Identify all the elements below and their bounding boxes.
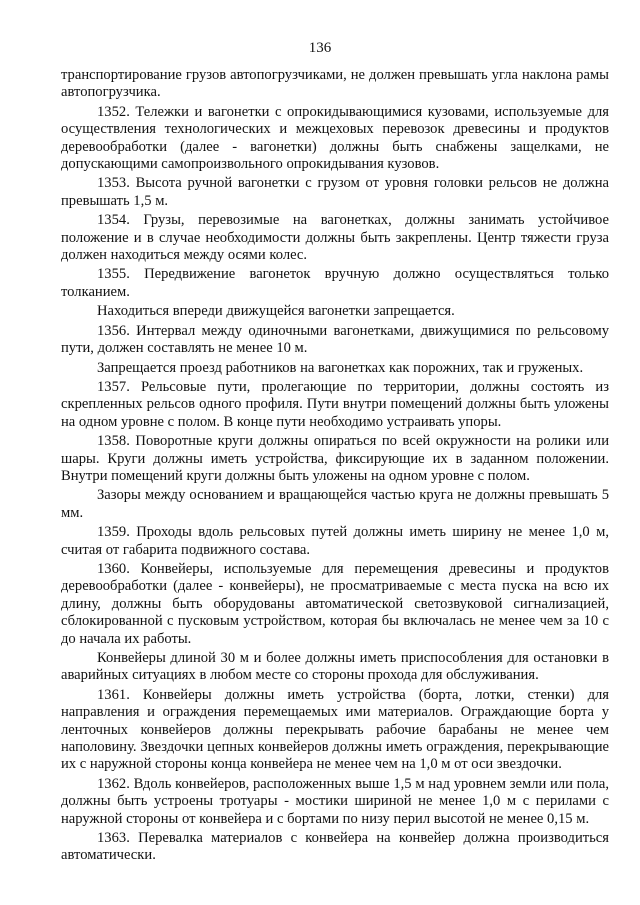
paragraph-1353: 1353. Высота ручной вагонетки с грузом от уровня головки рельсов не должна превышать 1,5 м. bbox=[61, 175, 609, 209]
paragraph-1356-note: Запрещается проезд работников на вагонетках как порожних, так и груженых. bbox=[97, 359, 584, 376]
paragraph-1358: 1358. Поворотные круги должны опираться по всей окружности на ролики или шары. Круги должны иметь устройства, фиксирующие их в заданном положении. Внутри помещений круги должны быть уложены на одном уровне с полом. bbox=[61, 433, 609, 484]
paragraph-1360-note: Конвейеры длиной 30 м и более должны иметь приспособления для остановки в аварийных ситуациях в любом месте со стороны прохода для обслуживания. bbox=[61, 650, 609, 684]
paragraph-1361: 1361. Конвейеры должны иметь устройства (борта, лотки, стенки) для направления и ограждения перемещаемых ими материалов. Ограждающие борта у ленточных конвейеров должны перекрывать рабочие барабаны не менее чем наполовину. Звездочки цепных конвейеров должны иметь ограждения, перекрывающие их с наружной стороны конца конвейера не менее чем на 1,0 м от оси звездочки. bbox=[61, 686, 609, 773]
paragraph-1360: 1360. Конвейеры, используемые для перемещения древесины и продуктов деревообработки (далее - конвейеры), не просматриваемые с места пуска на всю их длину, должны быть оборудованы автоматической светозвуковой сигнализацией, сблокированной с пусковым устройством, которая бы включалась не менее чем за 10 с до начала их работы. bbox=[61, 560, 609, 647]
paragraph-continuation: транспортирование грузов автопогрузчиками, не должен превышать угла наклона рамы автопогрузчика. bbox=[61, 67, 609, 101]
paragraph-1355: 1355. Передвижение вагонеток вручную должно осуществляться только толканием. bbox=[61, 266, 609, 300]
paragraph-1355-note: Находиться впереди движущейся вагонетки запрещается. bbox=[97, 303, 455, 320]
document-body bbox=[61, 67, 609, 865]
paragraph-1354: 1354. Грузы, перевозимые на вагонетках, должны занимать устойчивое положение и в случае необходимости должны быть закреплены. Центр тяжести груза должен находиться между осями колес. bbox=[61, 212, 609, 264]
paragraph-1356: 1356. Интервал между одиночными вагонетками, движущимися по рельсовому пути, должен составлять не менее 10 м. bbox=[61, 322, 609, 357]
paragraph-1362: 1362. Вдоль конвейеров, расположенных выше 1,5 м над уровнем земли или пола, должны быть устроены тротуары - мостики шириной не менее 1,0 м с перилами с наружной стороны от конвейера и с бортами по низу перил высотой не менее 0,15 м. bbox=[61, 775, 609, 827]
page-number: 136 bbox=[308, 40, 332, 56]
paragraph-1363: 1363. Перевалка материалов с конвейера на конвейер должна производиться автоматически. bbox=[61, 830, 609, 864]
paragraph-1359: 1359. Проходы вдоль рельсовых путей должны иметь ширину не менее 1,0 м, считая от габарита подвижного состава. bbox=[61, 524, 609, 558]
paragraph-1352: 1352. Тележки и вагонетки с опрокидывающимися кузовами, используемые для осуществления технологических и межцеховых перевозок древесины и продуктов деревообработки (далее - вагонетки) должны быть снабжены защелками, не допускающими самопроизвольного опрокидывания кузовов. bbox=[61, 103, 609, 173]
paragraph-1358-note: Зазоры между основанием и вращающейся частью круга не должны превышать 5 мм. bbox=[61, 487, 609, 521]
paragraph-1357: 1357. Рельсовые пути, пролегающие по территории, должны состоять из скрепленных рельсов одного профиля. Пути внутри помещений должны быть уложены на одном уровне с полом. В конце пути необходимо устраивать упоры. bbox=[61, 378, 609, 430]
